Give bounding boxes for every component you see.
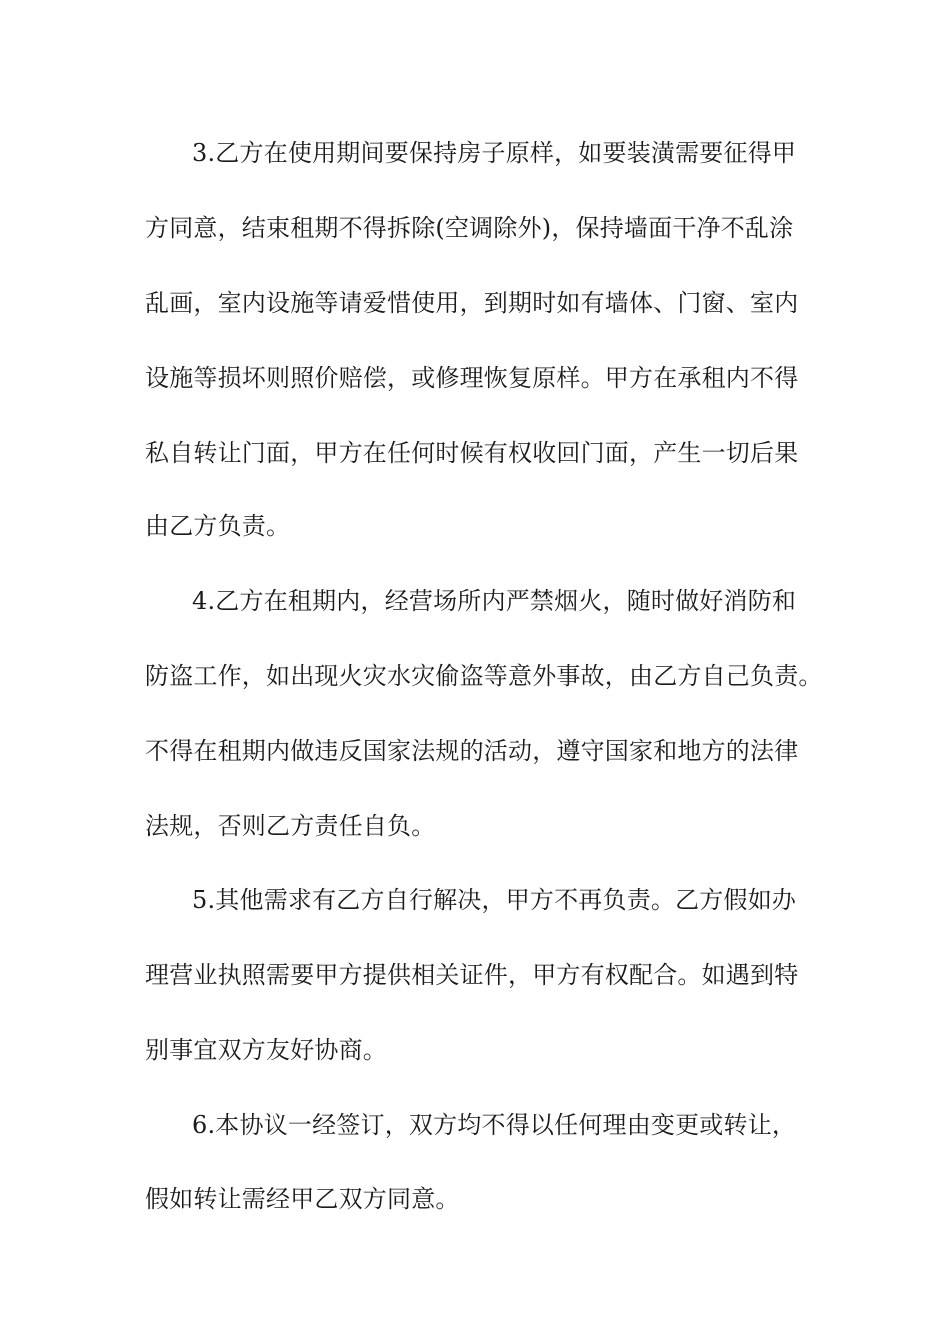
clause-3-line-4: 设施等损坏则照价赔偿，或修理恢复原样。甲方在承租内不得 xyxy=(145,364,799,392)
clause-3-line-6: 由乙方负责。 xyxy=(145,512,291,540)
clause-4-line-2: 防盗工作，如出现火灾水灾偷盗等意外事故，由乙方自己负责。 xyxy=(145,662,823,690)
clause-5-line-1: 5.其他需求有乙方自行解决，甲方不再负责。乙方假如办 xyxy=(192,886,797,914)
clause-6-line-2: 假如转让需经甲乙双方同意。 xyxy=(145,1185,460,1213)
clause-4-line-3: 不得在租期内做违反国家法规的活动，遵守国家和地方的法律 xyxy=(145,737,799,765)
clause-6-line-1: 6.本协议一经签订，双方均不得以任何理由变更或转让， xyxy=(192,1111,797,1139)
clause-3-line-1: 3.乙方在使用期间要保持房子原样，如要装潢需要征得甲 xyxy=(192,139,797,167)
clause-3-line-2: 方同意，结束租期不得拆除(空调除外)，保持墙面干净不乱涂 xyxy=(145,214,794,242)
clause-5-line-3: 别事宜双方友好协商。 xyxy=(145,1036,387,1064)
clause-4-line-4: 法规，否则乙方责任自负。 xyxy=(145,812,436,840)
clause-3-line-5: 私自转让门面，甲方在任何时候有权收回门面，产生一切后果 xyxy=(145,439,799,467)
clause-5-line-2: 理营业执照需要甲方提供相关证件，甲方有权配合。如遇到特 xyxy=(145,961,799,989)
clause-4-line-1: 4.乙方在租期内，经营场所内严禁烟火，随时做好消防和 xyxy=(192,587,797,615)
clause-3-line-3: 乱画，室内设施等请爱惜使用，到期时如有墙体、门窗、室内 xyxy=(145,289,799,317)
